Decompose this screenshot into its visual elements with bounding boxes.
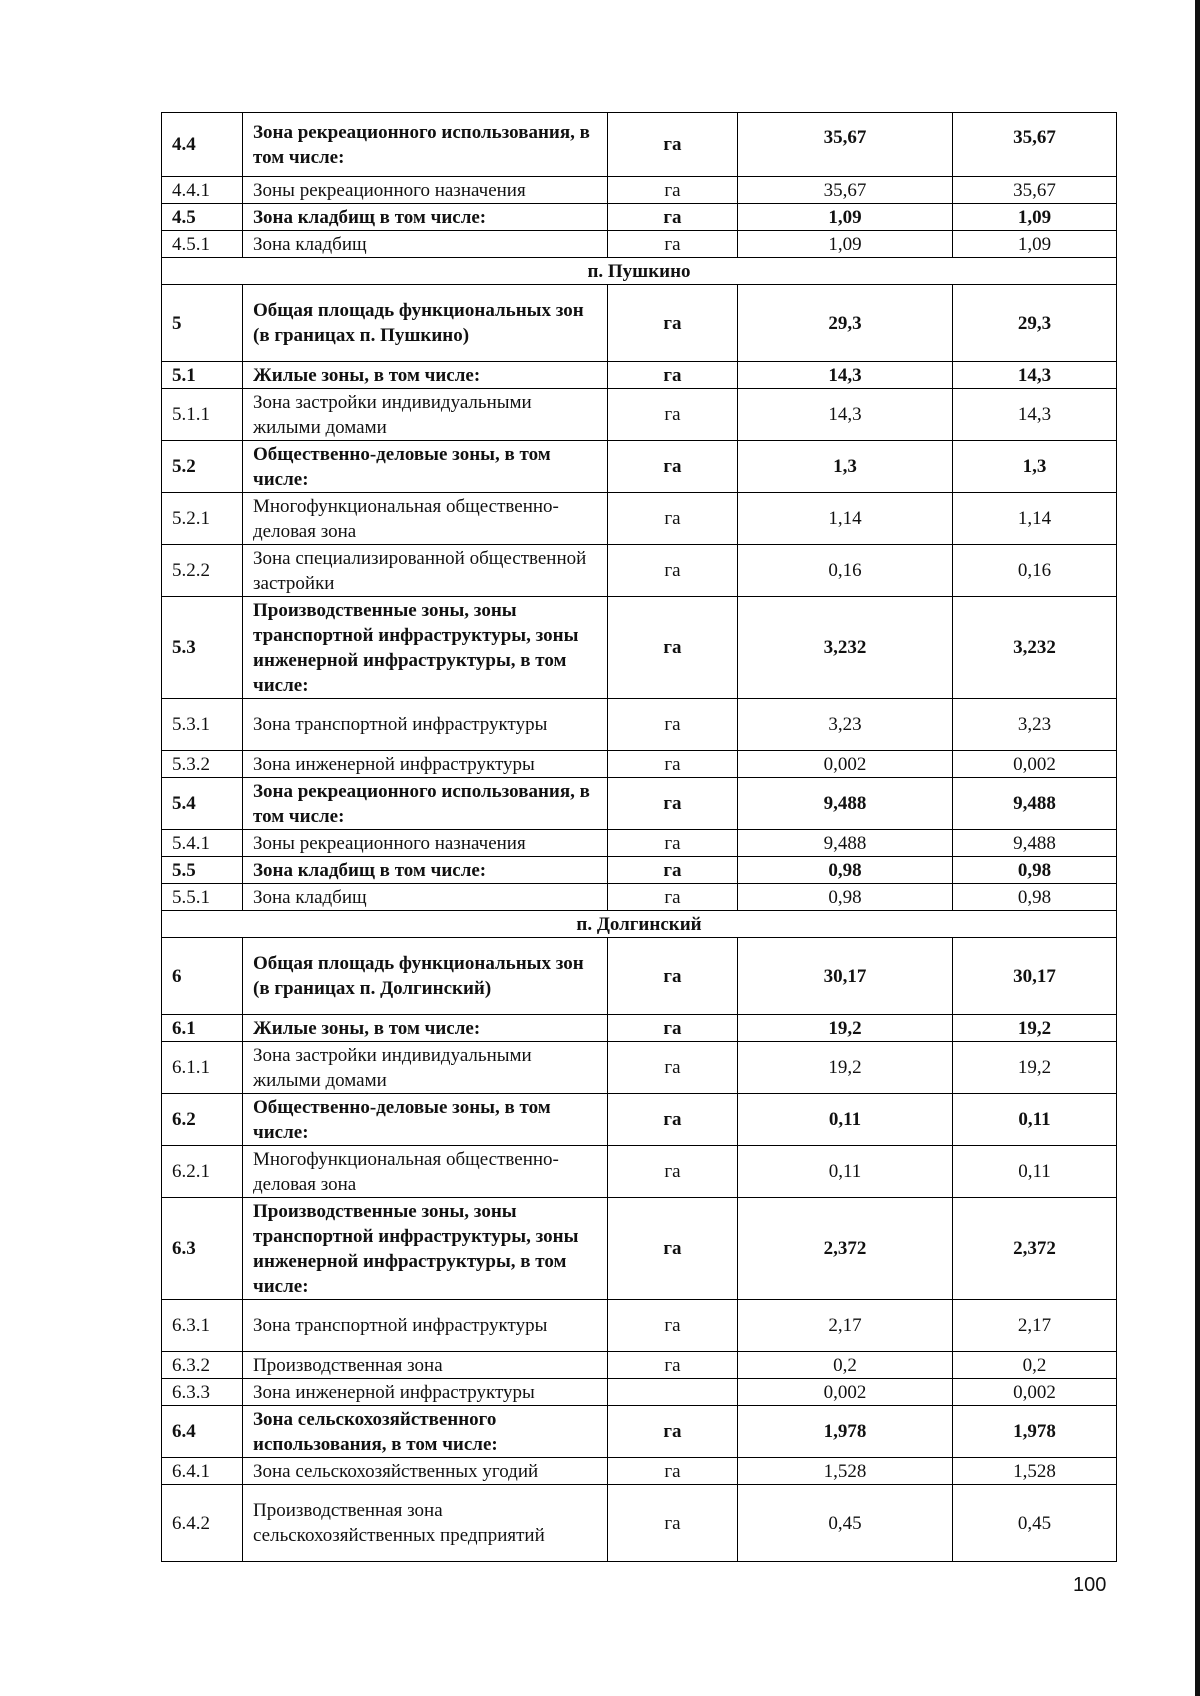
row-number: 5.3.2 (162, 751, 243, 778)
table-row (162, 441, 1117, 493)
row-number: 5.4.1 (162, 830, 243, 857)
zone-name: Зона инженерной инфраструктуры (243, 1379, 608, 1406)
value-cell-2: 9,488 (953, 778, 1117, 830)
row-number: 6.2 (162, 1094, 243, 1146)
unit-cell: га (608, 389, 738, 441)
value-cell-2: 0,45 (953, 1485, 1117, 1562)
page-edge (1195, 0, 1200, 1696)
table-row (162, 857, 1117, 884)
unit-cell: га (608, 1094, 738, 1146)
value-cell-1: 2,17 (738, 1300, 953, 1352)
value-cell-1: 1,09 (738, 231, 953, 258)
unit-cell: га (608, 231, 738, 258)
value-cell-1: 29,3 (738, 285, 953, 362)
row-number: 6.4.1 (162, 1458, 243, 1485)
value-cell-1: 0,2 (738, 1352, 953, 1379)
row-number: 4.5.1 (162, 231, 243, 258)
unit-cell: га (608, 493, 738, 545)
zone-name: Зона застройки индивидуальными жилыми домами (243, 389, 608, 441)
unit-cell: га (608, 884, 738, 911)
value-cell-1: 3,23 (738, 699, 953, 751)
unit-cell: га (608, 545, 738, 597)
value-cell-1: 0,98 (738, 857, 953, 884)
value-cell-1: 0,002 (738, 1379, 953, 1406)
value-cell-1: 3,232 (738, 597, 953, 699)
zone-name: Зона инженерной инфраструктуры (243, 751, 608, 778)
zone-name: Зона сельскохозяйственного использования, в том числе: (243, 1406, 608, 1458)
value-cell-2: 29,3 (953, 285, 1117, 362)
zone-name: Зона кладбищ в том числе: (243, 204, 608, 231)
table-row (162, 778, 1117, 830)
row-number: 4.4 (162, 113, 243, 177)
zone-name: Зона сельскохозяйственных угодий (243, 1458, 608, 1485)
table-row (162, 884, 1117, 911)
table-row (162, 362, 1117, 389)
row-number: 5.5.1 (162, 884, 243, 911)
value-cell-1: 1,14 (738, 493, 953, 545)
row-number: 5.2.2 (162, 545, 243, 597)
row-number: 4.5 (162, 204, 243, 231)
table-row (162, 830, 1117, 857)
row-number: 6.1.1 (162, 1042, 243, 1094)
zone-name: Зона кладбищ в том числе: (243, 857, 608, 884)
zone-name: Производственная зона сельскохозяйственных предприятий (243, 1485, 608, 1562)
zone-name: Производственная зона (243, 1352, 608, 1379)
zone-name: Зона транспортной инфраструктуры (243, 699, 608, 751)
zone-name: Общественно-деловые зоны, в том числе: (243, 1094, 608, 1146)
functional-zones-table (161, 112, 1117, 1562)
row-number: 6.3.3 (162, 1379, 243, 1406)
value-cell-1: 19,2 (738, 1015, 953, 1042)
unit-cell: га (608, 204, 738, 231)
zone-name: Производственные зоны, зоны транспортной инфраструктуры, зоны инженерной инфраструктуры, в том числе: (243, 597, 608, 699)
table-row (162, 1094, 1117, 1146)
row-number: 6 (162, 938, 243, 1015)
zone-name: Общая площадь функциональных зон (в границах п. Пушкино) (243, 285, 608, 362)
value-cell-1: 9,488 (738, 778, 953, 830)
row-number: 5.1 (162, 362, 243, 389)
value-cell-1: 0,11 (738, 1094, 953, 1146)
value-cell-2: 30,17 (953, 938, 1117, 1015)
value-cell-2: 0,002 (953, 1379, 1117, 1406)
unit-cell: га (608, 751, 738, 778)
value-cell-1: 19,2 (738, 1042, 953, 1094)
table-row (162, 1406, 1117, 1458)
unit-cell: га (608, 938, 738, 1015)
unit-cell: га (608, 113, 738, 177)
unit-cell: га (608, 1042, 738, 1094)
value-cell-1: 35,67 (738, 113, 953, 177)
unit-cell: га (608, 1300, 738, 1352)
value-cell-2: 2,372 (953, 1198, 1117, 1300)
zone-name: Зона кладбищ (243, 231, 608, 258)
row-number: 6.4.2 (162, 1485, 243, 1562)
zone-name: Зона застройки индивидуальными жилыми домами (243, 1042, 608, 1094)
unit-cell: га (608, 1146, 738, 1198)
table-row (162, 113, 1117, 177)
value-cell-1: 0,98 (738, 884, 953, 911)
value-cell-1: 1,978 (738, 1406, 953, 1458)
value-cell-2: 0,98 (953, 857, 1117, 884)
unit-cell (608, 1379, 738, 1406)
zone-name: Зона рекреационного использования, в том числе: (243, 113, 608, 177)
row-number: 5.2.1 (162, 493, 243, 545)
row-number: 5.3.1 (162, 699, 243, 751)
zone-name: Зона транспортной инфраструктуры (243, 1300, 608, 1352)
row-number: 6.1 (162, 1015, 243, 1042)
zone-name: Зоны рекреационного назначения (243, 830, 608, 857)
section-row (162, 258, 1117, 285)
unit-cell: га (608, 362, 738, 389)
table-row (162, 285, 1117, 362)
unit-cell: га (608, 1458, 738, 1485)
unit-cell: га (608, 699, 738, 751)
table-row (162, 1458, 1117, 1485)
value-cell-1: 0,11 (738, 1146, 953, 1198)
zone-name: Жилые зоны, в том числе: (243, 1015, 608, 1042)
row-number: 6.3.2 (162, 1352, 243, 1379)
row-number: 6.3 (162, 1198, 243, 1300)
value-cell-2: 9,488 (953, 830, 1117, 857)
value-cell-1: 0,45 (738, 1485, 953, 1562)
value-cell-2: 14,3 (953, 362, 1117, 389)
value-cell-2: 3,232 (953, 597, 1117, 699)
value-cell-2: 0,11 (953, 1146, 1117, 1198)
value-cell-1: 0,002 (738, 751, 953, 778)
value-cell-1: 1,09 (738, 204, 953, 231)
value-cell-2: 35,67 (953, 113, 1117, 177)
value-cell-2: 1,978 (953, 1406, 1117, 1458)
value-cell-1: 30,17 (738, 938, 953, 1015)
unit-cell: га (608, 857, 738, 884)
zone-name: Многофункциональная общественно-деловая зона (243, 493, 608, 545)
unit-cell: га (608, 1015, 738, 1042)
unit-cell: га (608, 597, 738, 699)
unit-cell: га (608, 1406, 738, 1458)
value-cell-2: 0,98 (953, 884, 1117, 911)
value-cell-1: 35,67 (738, 177, 953, 204)
table-row (162, 493, 1117, 545)
unit-cell: га (608, 1352, 738, 1379)
value-cell-2: 19,2 (953, 1015, 1117, 1042)
table-row (162, 1198, 1117, 1300)
unit-cell: га (608, 177, 738, 204)
zone-name: Зоны рекреационного назначения (243, 177, 608, 204)
zone-name: Зона рекреационного использования, в том числе: (243, 778, 608, 830)
row-number: 5 (162, 285, 243, 362)
table-row (162, 1146, 1117, 1198)
unit-cell: га (608, 1485, 738, 1562)
value-cell-1: 2,372 (738, 1198, 953, 1300)
zone-name: Зона специализированной общественной застройки (243, 545, 608, 597)
table-row (162, 1300, 1117, 1352)
unit-cell: га (608, 285, 738, 362)
table-row (162, 1015, 1117, 1042)
table-row (162, 938, 1117, 1015)
table-row (162, 699, 1117, 751)
value-cell-2: 1,528 (953, 1458, 1117, 1485)
value-cell-1: 14,3 (738, 362, 953, 389)
row-number: 6.3.1 (162, 1300, 243, 1352)
row-number: 6.4 (162, 1406, 243, 1458)
table-row (162, 597, 1117, 699)
row-number: 5.3 (162, 597, 243, 699)
zone-name: Жилые зоны, в том числе: (243, 362, 608, 389)
value-cell-2: 0,11 (953, 1094, 1117, 1146)
value-cell-2: 14,3 (953, 389, 1117, 441)
table-row (162, 1042, 1117, 1094)
unit-cell: га (608, 441, 738, 493)
value-cell-1: 9,488 (738, 830, 953, 857)
table-row (162, 545, 1117, 597)
zone-name: Многофункциональная общественно-деловая зона (243, 1146, 608, 1198)
value-cell-2: 19,2 (953, 1042, 1117, 1094)
value-cell-1: 0,16 (738, 545, 953, 597)
value-cell-1: 1,3 (738, 441, 953, 493)
value-cell-1: 1,528 (738, 1458, 953, 1485)
value-cell-2: 2,17 (953, 1300, 1117, 1352)
value-cell-2: 0,16 (953, 545, 1117, 597)
table-row (162, 204, 1117, 231)
unit-cell: га (608, 1198, 738, 1300)
section-title: п. Долгинский (162, 911, 1117, 938)
row-number: 6.2.1 (162, 1146, 243, 1198)
zone-name: Общественно-деловые зоны, в том числе: (243, 441, 608, 493)
table-row (162, 1379, 1117, 1406)
unit-cell: га (608, 830, 738, 857)
row-number: 5.2 (162, 441, 243, 493)
table-row (162, 1352, 1117, 1379)
row-number: 5.1.1 (162, 389, 243, 441)
value-cell-2: 3,23 (953, 699, 1117, 751)
unit-cell: га (608, 778, 738, 830)
zone-name: Зона кладбищ (243, 884, 608, 911)
value-cell-2: 1,3 (953, 441, 1117, 493)
table-row (162, 389, 1117, 441)
page-number: 100 (1073, 1574, 1107, 1596)
row-number: 4.4.1 (162, 177, 243, 204)
table-row (162, 1485, 1117, 1562)
table-row (162, 177, 1117, 204)
section-title: п. Пушкино (162, 258, 1117, 285)
value-cell-2: 1,09 (953, 204, 1117, 231)
zone-name: Общая площадь функциональных зон (в границах п. Долгинский) (243, 938, 608, 1015)
value-cell-2: 1,14 (953, 493, 1117, 545)
value-cell-1: 14,3 (738, 389, 953, 441)
row-number: 5.5 (162, 857, 243, 884)
table-row (162, 751, 1117, 778)
value-cell-2: 1,09 (953, 231, 1117, 258)
value-cell-2: 0,002 (953, 751, 1117, 778)
value-cell-2: 35,67 (953, 177, 1117, 204)
table-row (162, 231, 1117, 258)
row-number: 5.4 (162, 778, 243, 830)
zone-name: Производственные зоны, зоны транспортной инфраструктуры, зоны инженерной инфраструктуры, в том числе: (243, 1198, 608, 1300)
value-cell-2: 0,2 (953, 1352, 1117, 1379)
section-row (162, 911, 1117, 938)
